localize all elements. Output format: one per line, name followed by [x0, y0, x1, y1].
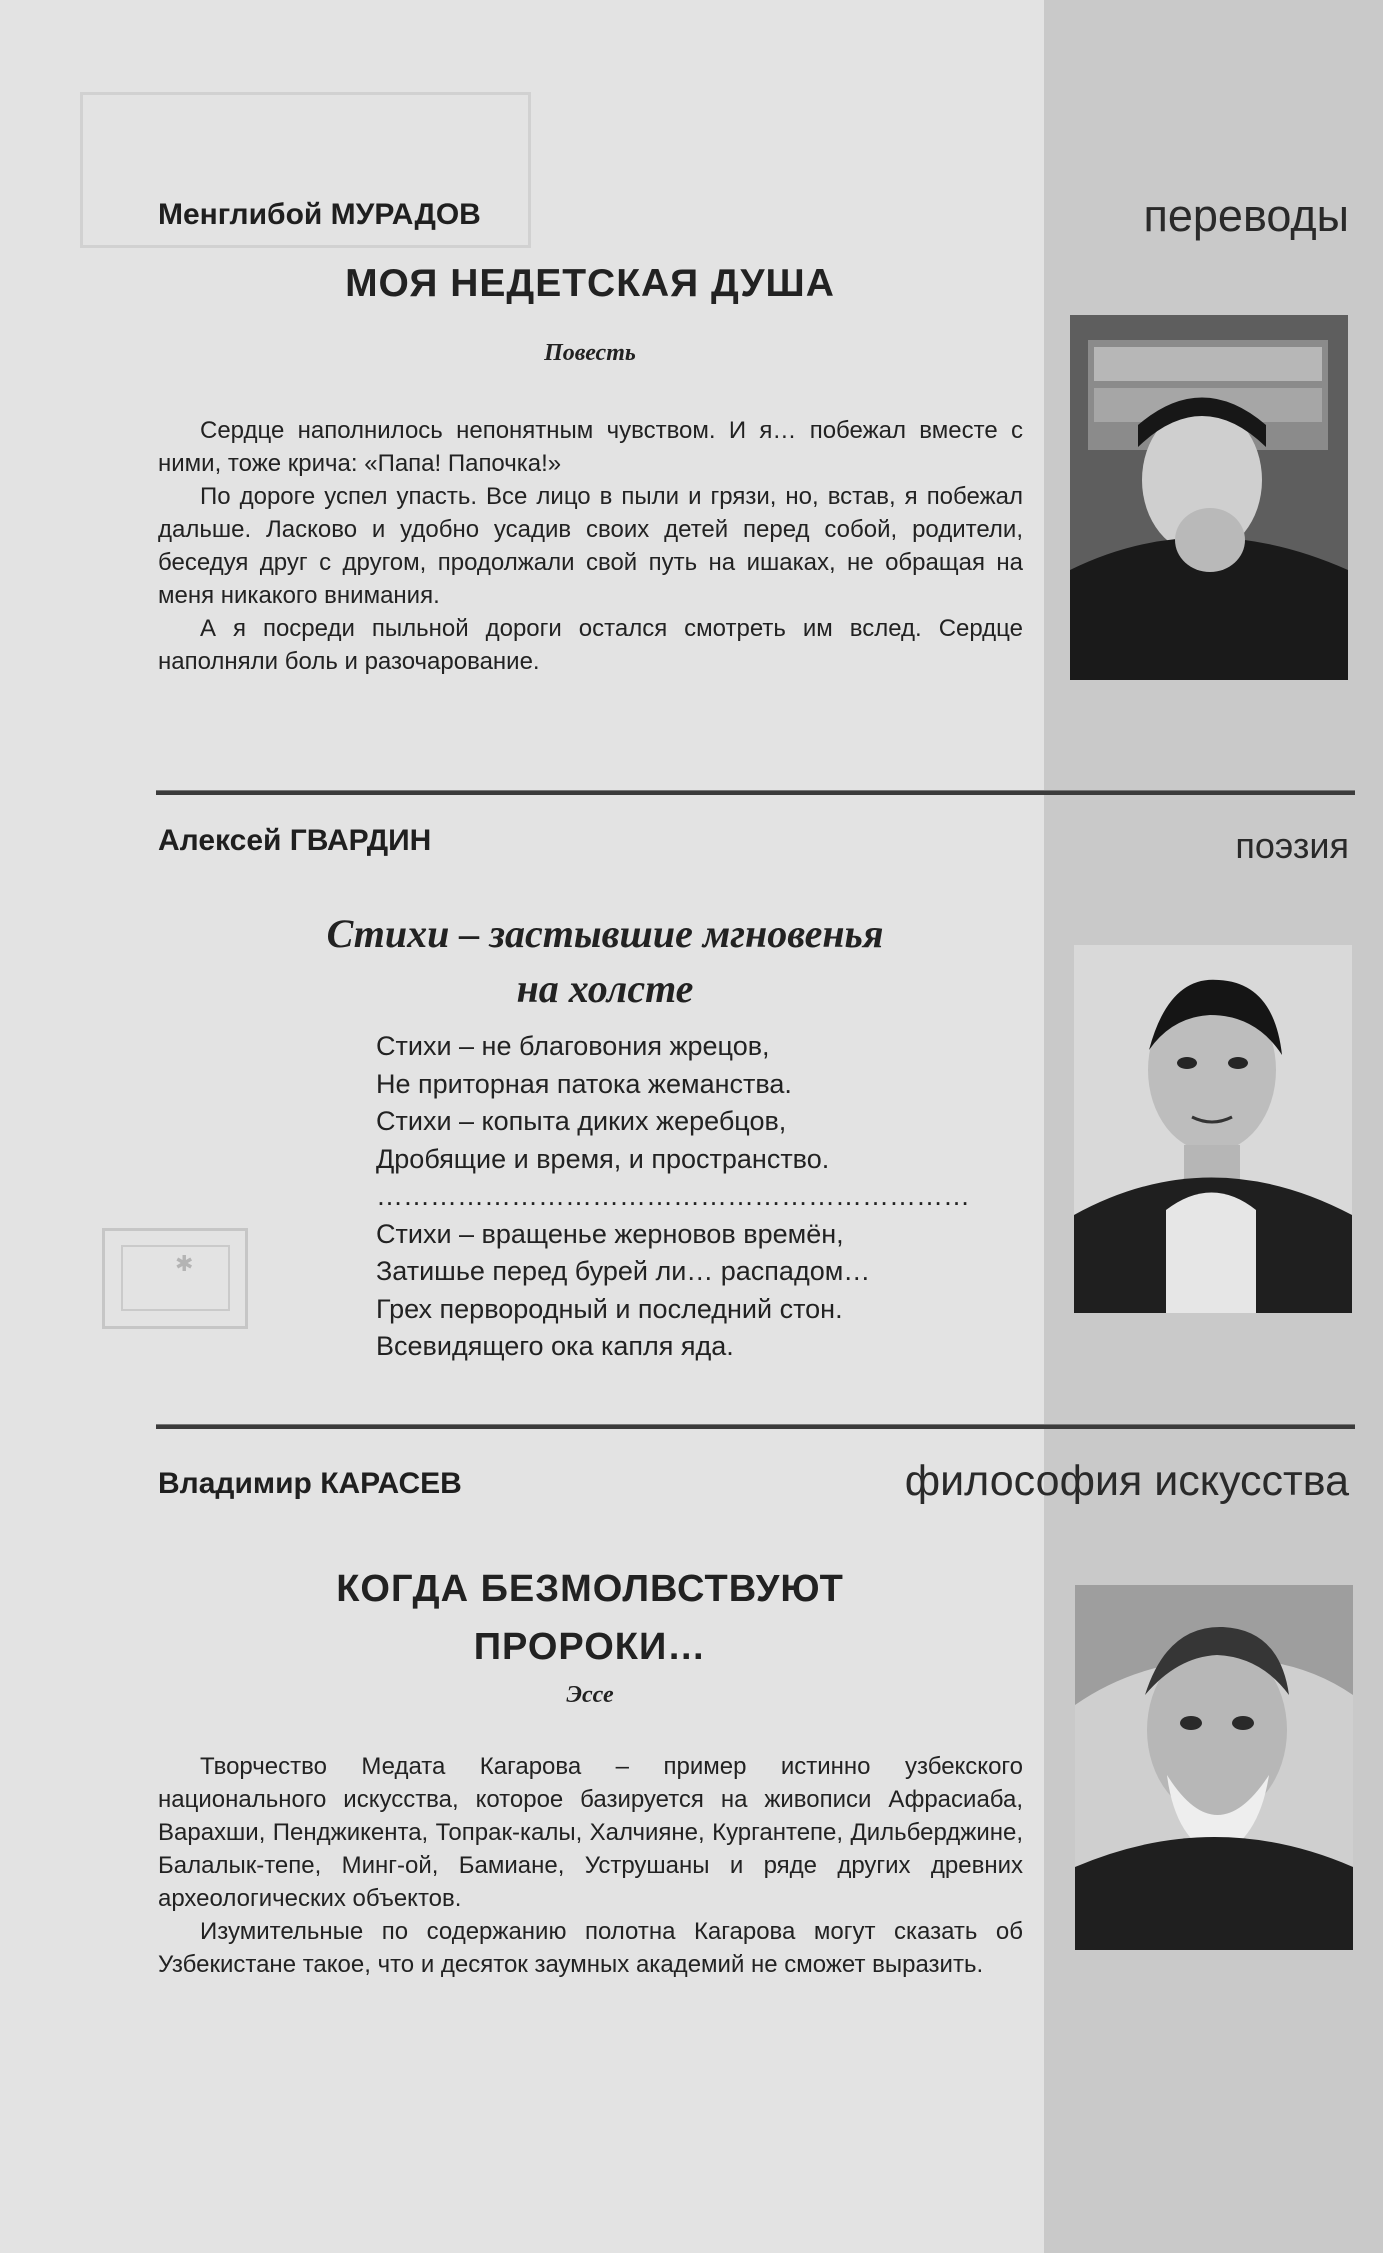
library-stamp [102, 1228, 248, 1329]
author-photo-image [1075, 1585, 1353, 1950]
article-genre: Эссе [566, 1682, 614, 1708]
author-photo [1075, 1585, 1353, 1950]
section-rubric: философия искусства [904, 1457, 1349, 1505]
poem-line: Всевидящего ока капля яда. [376, 1331, 734, 1361]
paragraph: Изумительные по содержанию полотна Кагарова могут сказать об Узбекистане такое, что и десяток заумных академий не сможет выразить. [158, 1918, 1023, 1978]
paragraph: Творчество Медата Кагарова – пример истинно узбекского национального искусства, которое базируется на живописи Афрасиаба, Варахши, Пенджикента, Топрак-калы, Халчияне, Кургантепе, Дильберджине, Балалык-тепе, Минг-ой, Бамиане, Уструшаны и ряде других древних археологических объектов. [158, 1753, 1023, 1912]
article-title-line-2: ПРОРОКИ… [473, 1626, 707, 1668]
article-title-line-2: на холсте [516, 966, 694, 1011]
poem-line: Грех первородный и последний стон. [376, 1293, 843, 1324]
author-name: Менглибой МУРАДОВ [158, 198, 481, 231]
poem [376, 1028, 970, 1366]
stamp-mark: ✱ [175, 1251, 194, 1276]
author-photo-image [1074, 945, 1352, 1313]
article-title: МОЯ НЕДЕТСКАЯ ДУША [345, 262, 835, 305]
section-divider [156, 790, 1355, 795]
section-rubric: поэзия [1235, 825, 1349, 866]
paragraph: По дороге успел упасть. Все лицо в пыли и грязи, но, встав, я побежал дальше. Ласково и удобно усадив своих детей перед собой, родители, беседуя друг с другом, продолжали свой путь на ишаках, не обращая на меня никакого внимания. [158, 483, 1023, 609]
poem-line: Не приторная патока жеманства. [376, 1068, 792, 1099]
article-excerpt [158, 1750, 1023, 1981]
poem-line: Стихи – вращенье жерновов времён, [376, 1218, 844, 1249]
poem-line: Дробящие и время, и пространство. [376, 1143, 830, 1174]
poem-line: Стихи – копыта диких жеребцов, [376, 1106, 787, 1136]
author-photo [1070, 315, 1348, 680]
article-title-line-1: КОГДА БЕЗМОЛВСТВУЮТ [336, 1568, 844, 1610]
paragraph: Сердце наполнилось непонятным чувством. И я… побежал вместе с ними, тоже крича: «Папа! Папочка!» [158, 417, 1023, 477]
paragraph: А я посреди пыльной дороги остался смотреть им вслед. Сердце наполняли боль и разочарование. [158, 615, 1023, 675]
poem-line: Стихи – не благовония жрецов, [376, 1031, 770, 1061]
article-genre: Повесть [544, 340, 636, 366]
poem-ellipsis-line: ………………………………………………………… [376, 1181, 970, 1211]
author-photo-image [1070, 315, 1348, 680]
article-title-line-1: Стихи – застывшие мгновенья [326, 911, 884, 956]
article-excerpt [158, 414, 1023, 678]
poem-line: Затишье перед бурей ли… распадом… [376, 1256, 871, 1286]
section-divider [156, 1424, 1355, 1429]
author-name: Владимир КАРАСЕВ [158, 1467, 462, 1500]
author-photo [1074, 945, 1352, 1313]
author-name: Алексей ГВАРДИН [158, 824, 432, 857]
section-rubric: переводы [1143, 190, 1349, 241]
